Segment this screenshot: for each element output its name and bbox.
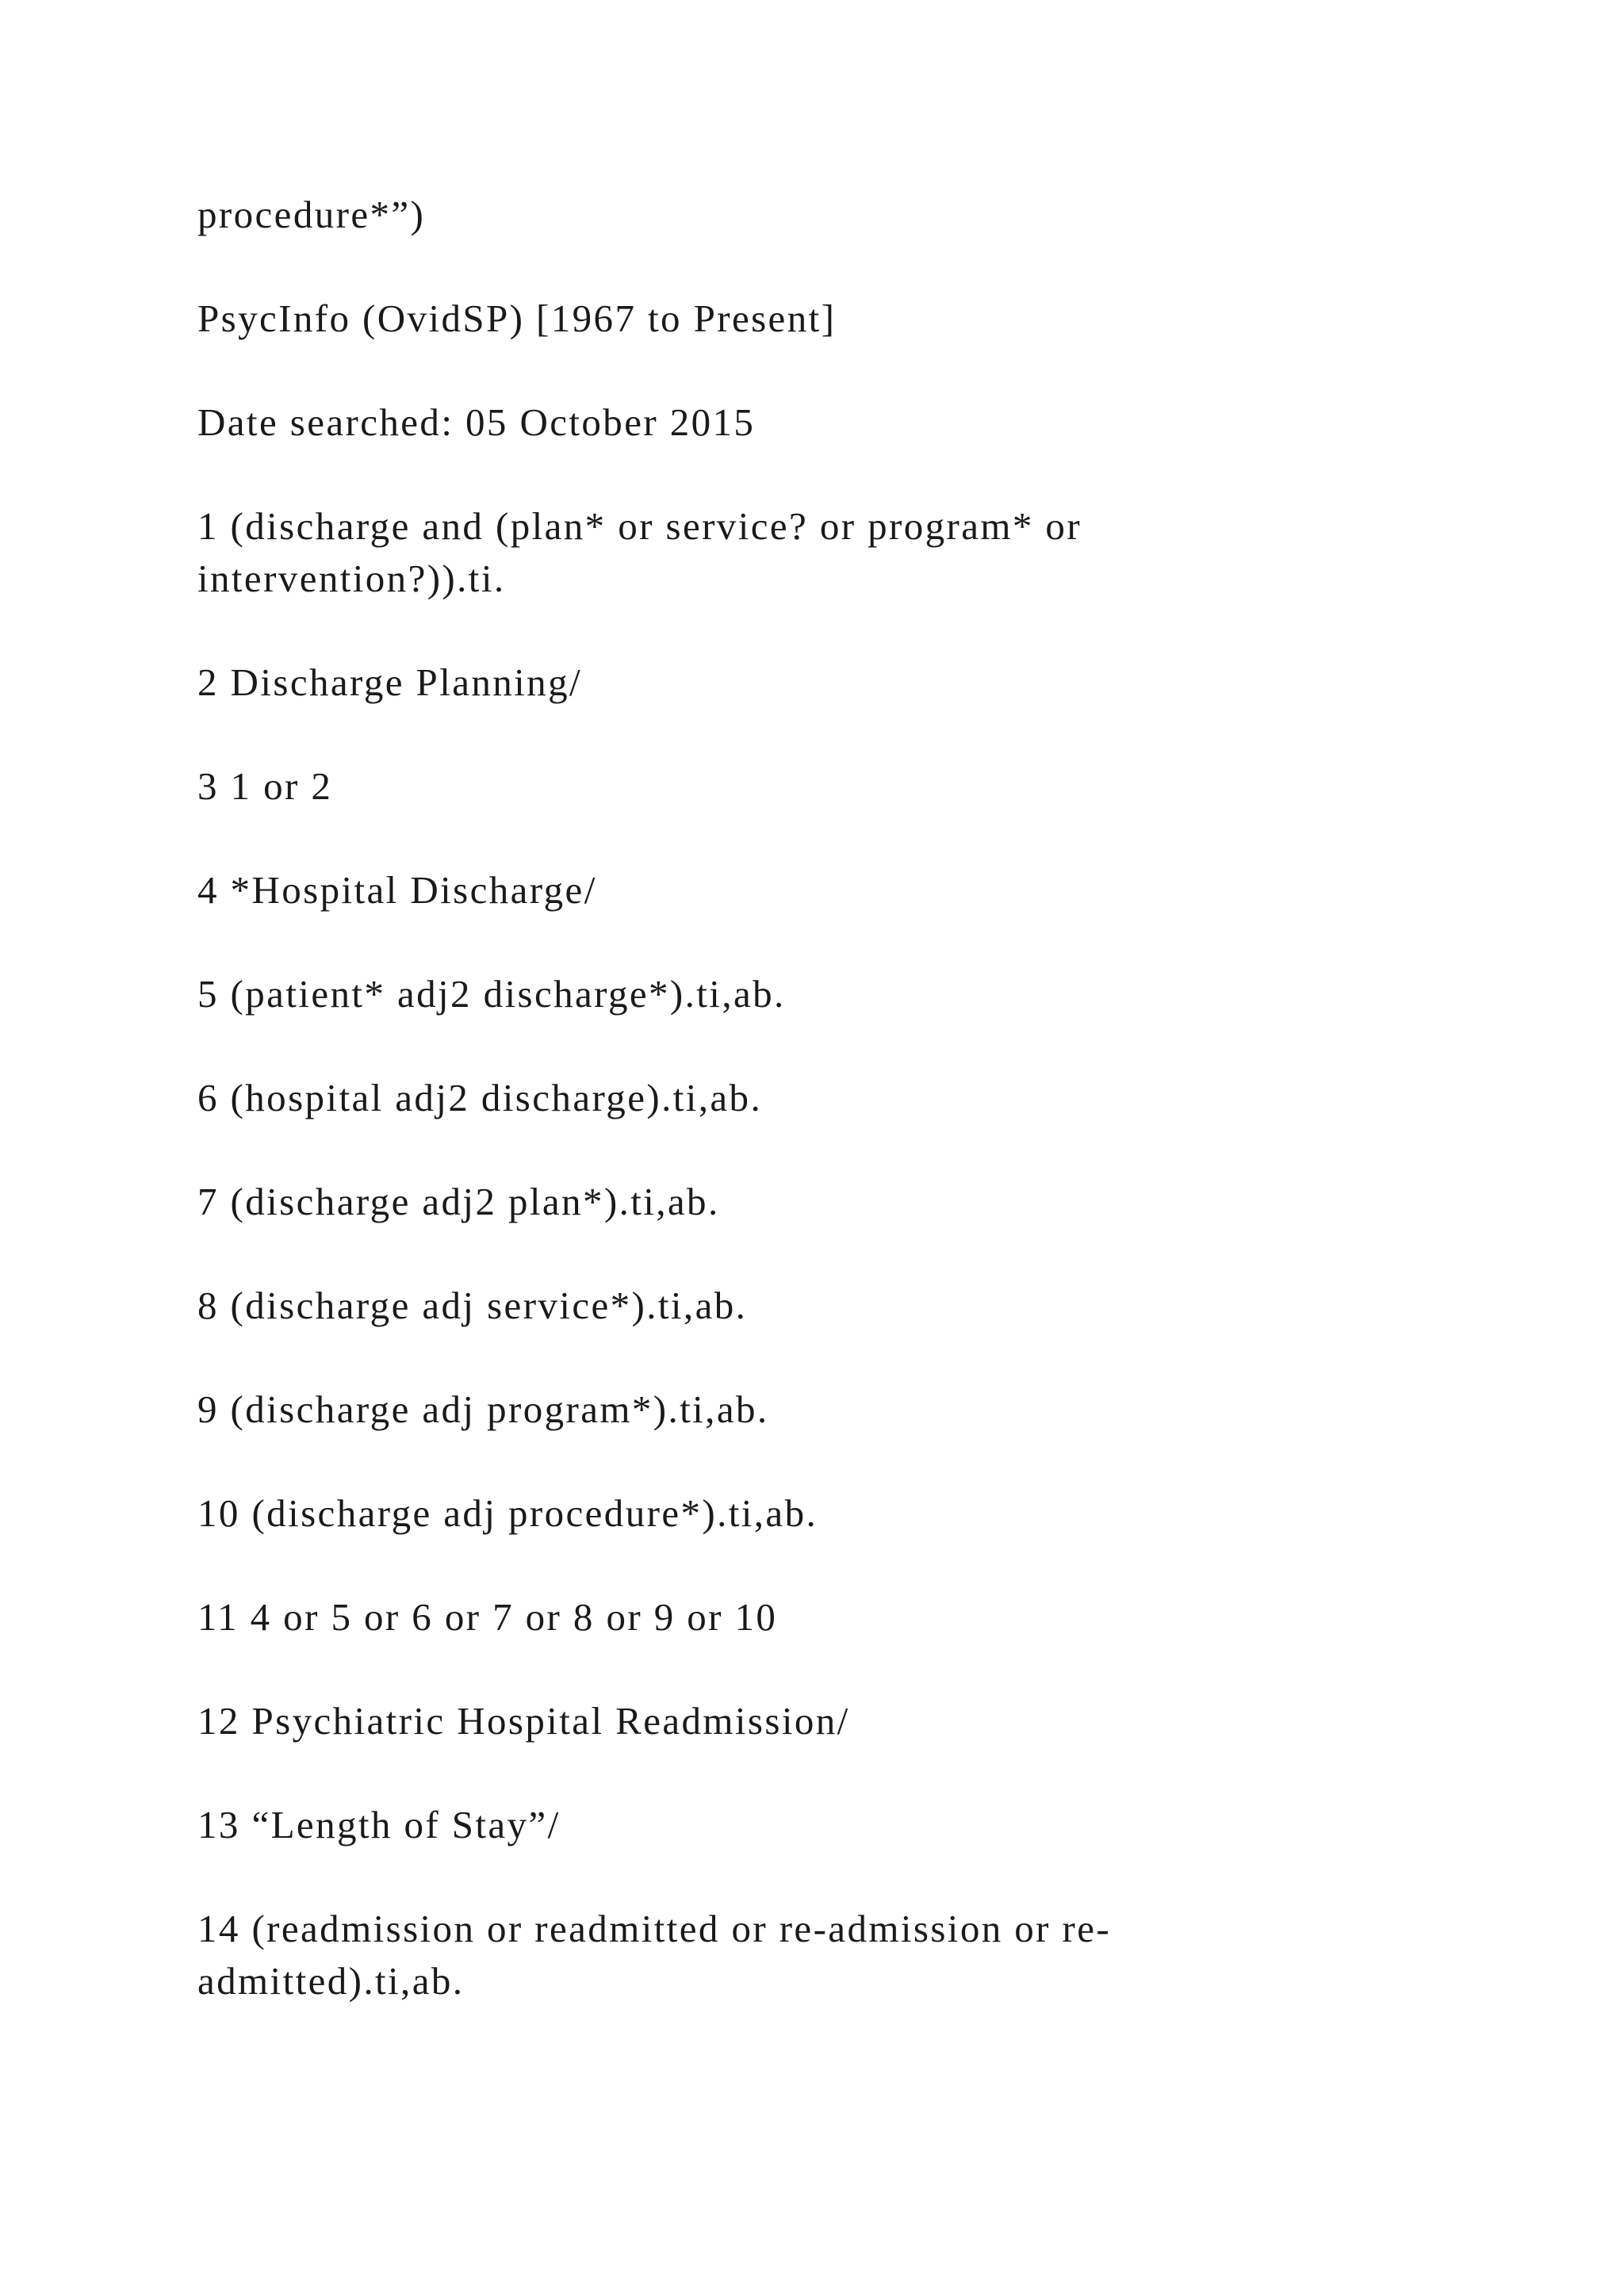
search-line-12: 12 Psychiatric Hospital Readmission/ bbox=[197, 1699, 850, 1743]
search-line-8: 8 (discharge adj service*).ti,ab. bbox=[197, 1284, 748, 1327]
search-line-9: 9 (discharge adj program*).ti,ab. bbox=[197, 1387, 769, 1431]
search-line-3: 3 1 or 2 bbox=[197, 764, 333, 808]
search-line-2: 2 Discharge Planning/ bbox=[197, 660, 582, 704]
search-line-7: 7 (discharge adj2 plan*).ti,ab. bbox=[197, 1180, 720, 1223]
date-searched: Date searched: 05 October 2015 bbox=[197, 400, 756, 444]
text-line-continuation: procedure*”) bbox=[197, 193, 426, 236]
search-line-1: 1 (discharge and (plan* or service? or program* or intervention?)).ti. bbox=[197, 504, 1082, 600]
search-line-6: 6 (hospital adj2 discharge).ti,ab. bbox=[197, 1076, 763, 1119]
search-line-13: 13 “Length of Stay”/ bbox=[197, 1803, 561, 1846]
search-line-10: 10 (discharge adj procedure*).ti,ab. bbox=[197, 1491, 818, 1535]
search-line-11: 11 4 or 5 or 6 or 7 or 8 or 9 or 10 bbox=[197, 1595, 778, 1639]
search-line-5: 5 (patient* adj2 discharge*).ti,ab. bbox=[197, 972, 786, 1016]
search-line-14: 14 (readmission or readmitted or re-admission or re-admitted).ti,ab. bbox=[197, 1907, 1112, 2003]
search-strategy-text bbox=[197, 189, 1308, 2059]
database-heading: PsycInfo (OvidSP) [1967 to Present] bbox=[197, 297, 837, 340]
search-line-4: 4 *Hospital Discharge/ bbox=[197, 868, 597, 912]
